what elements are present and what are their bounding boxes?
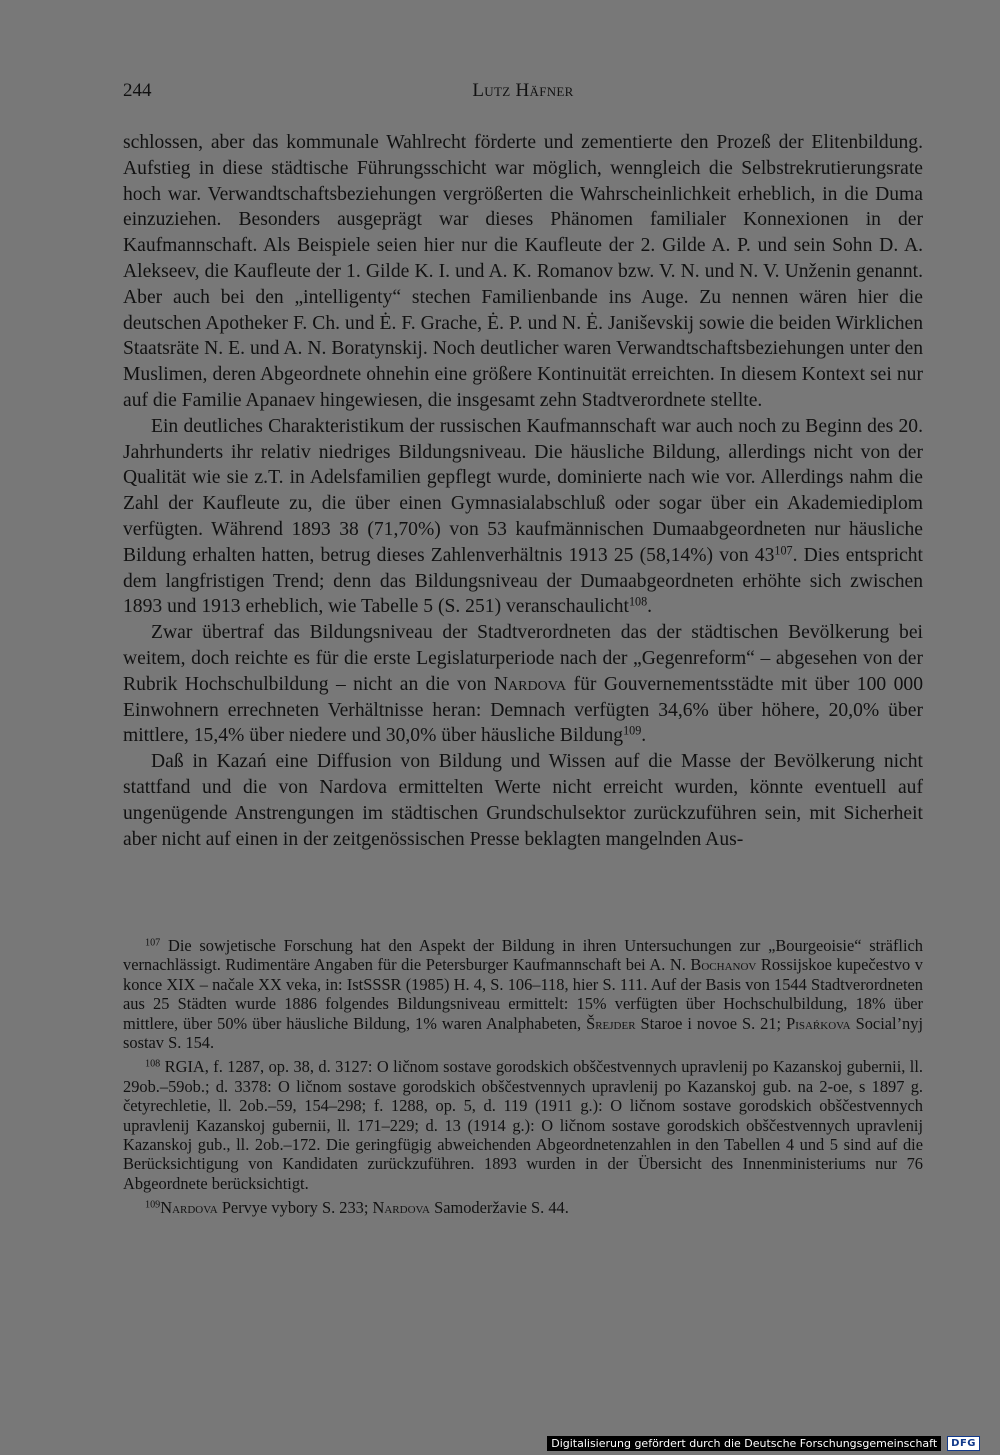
footnote-number: 108 <box>145 1058 161 1070</box>
running-head <box>123 80 923 106</box>
author-name: Nardova <box>493 673 567 695</box>
footnote-ref-109[interactable]: 109 <box>623 723 642 738</box>
author-name: Bochanov <box>690 955 757 975</box>
author-name: Pisaŕkova <box>786 1013 851 1033</box>
footnote-text: Social’nyj sostav S. 154. <box>123 1013 923 1053</box>
paragraph-1: schlossen, aber das kommunale Wahlrecht förderte und zementierte den Prozeß der Elitenbildung. Aufstieg in diese städtische Führungsschicht war möglich, wenngleich die Selbstrekrutierungsrate hoch war. Verwandtschaftsbeziehungen vergrößerten die Wahrscheinlichkeit erheblich, in die Duma einzuziehen. Besonders ausgeprägt war dieses Phänomen familialer Konnexionen in der Kaufmannschaft. Als Beispiele seien hier nur die Kaufleute der 2. Gilde A. P. und sein Sohn D. A. Alekseev, die Kaufleute der 1. Gilde K. I. und A. K. Romanov bzw. V. N. und N. V. Unženin genannt. Aber auch bei den „intelligenty“ stechen Familienbande ins Auge. Zu nennen wären hier die deutschen Apotheker F. Ch. und Ė. F. Grache, Ė. P. und N. Ė. Janiševskij sowie die beiden Wirklichen Staatsräte N. E. und A. N. Boratynskij. Noch deutlicher waren Verwandtschaftsbeziehungen unter den Muslimen, deren Abgeordnete ohnehin eine größere Kontinuität erreichten. In diesem Kontext sei nur auf die Familie Apanaev hingewiesen, die insgesamt zehn Stadtverordnete stellte. <box>123 132 923 411</box>
footnote-text: Rossijskoe kupečestvo v konce XIX – načale XX veka, in: IstSSSR (1985) H. 4, S. 106–118, hier S. 111. Auf der Basis von 1544 Stadtverordneten aus 25 Städten wurde 1886 folgendes Bildungsniveau ermittelt: 15% verfügten über Hochschulbildung, 18% über mittlere, über 50% über häusliche Bildung, 1% waren Analphabeten, <box>123 955 924 1033</box>
footnote-text: Samoderžavie S. 44. <box>430 1198 569 1218</box>
paragraph-3-text-c: . <box>641 725 647 747</box>
footnote-text: RGIA, f. 1287, op. 38, d. 3127: O ličnom sostave gorodskich obščestvennych upravlenij po Kazanskoj gubernii, ll. 29ob.–59ob.; d. 3378: O ličnom sostave gorodskich obščestvennych upravlenij po Kazanskoj gub. na 2-oe, s 1897 g. četyrechletie, ll. 2ob.–59, 154–298; f. 1288, op. 5, d. 119 (1911 g.): O ličnom sostave gorodskich obščestvennych upravlenij Kazanskoj gubernii, ll. 171–229; d. 13 (1914 g.): O ličnom sostave gorodskich obščestvennych upravlenij Kazanskoj gub., ll. 2ob.–172. Die geringfügig abweichenden Abgeordnetenzahlen in den Tabellen 4 und 5 sind auf die Berücksichtigung von Kandidaten zurückzuführen. 1893 wurden in der Übersicht des Innenministeriums nur 76 Abgeordnete berücksichtigt. <box>123 1057 923 1193</box>
dfg-logo-icon: DFG <box>947 1436 980 1451</box>
paragraph-3 <box>123 620 923 749</box>
footnote-text: Pervye vybory S. 233; <box>217 1198 373 1218</box>
footnote-text: Die sowjetische Forschung hat den Aspekt der Bildung in ihren Untersuchungen zur „Bourgeoisie“ sträflich vernachlässigt. Rudimentäre Angaben für die Petersburger Kaufmannschaft bei A. N. <box>123 936 923 975</box>
page-number: 244 <box>123 80 152 101</box>
footnote-109 <box>123 1198 923 1217</box>
paragraph-3-text-b: für Gouvernementsstädte mit über 100 000 Einwohnern errechneten Verhältnisse heran: Demnach verfügten 34,6% über höhere, 20,0% über mittlere, 15,4% über niedere und 30,0% über häusliche Bildung <box>123 673 923 747</box>
main-text <box>123 130 923 852</box>
running-title: Lutz Häfner <box>472 80 574 101</box>
footnote-ref-107[interactable]: 107 <box>774 543 793 558</box>
paragraph-2 <box>123 414 923 620</box>
footnotes <box>123 936 923 1223</box>
paragraph-2-text-a: Ein deutliches Charakteristikum der russischen Kaufmannschaft war auch noch zu Beginn des 20. Jahrhunderts ihr relativ niedriges Bildungsniveau. Die häusliche Bildung, allerdings nicht von der Qualität wie sie z.T. in Adelsfamilien gepflegt wurde, dominierte nach wie vor. Allerdings nahm die Zahl der Kaufleute zu, die über einen Gymnasialabschluß oder sogar über ein Akademiediplom verfügten. Während 1893 38 (71,70%) von 53 kaufmännischen Dumaabgeordneten nur häusliche Bildung erhalten hatten, betrug dieses Zahlenverhältnis 1913 25 (58,14%) von 43 <box>123 415 923 566</box>
footnote-number: 107 <box>145 937 161 949</box>
author-name: Nardova <box>160 1198 218 1218</box>
footnote-number: 109 <box>145 1199 161 1211</box>
author-name: Šrejder <box>586 1013 636 1033</box>
paragraph-2-text-b: . Dies entspricht dem langfristigen Trend; denn das Bildungsniveau der Dumaabgeordneten erhöhte sich zwischen 1893 und 1913 erheblich, wie Tabelle 5 (S. 251) veranschaulicht <box>123 544 923 618</box>
paragraph-4: Daß in Kazań eine Diffusion von Bildung und Wissen auf die Masse der Bevölkerung nicht stattfand und die von Nardova ermittelten Werte nicht erreicht wurden, könnte eventuell auf ungenügende Anstrengungen im städtischen Grundschulsektor zurückzuführen sein, mit Sicherheit aber nicht auf einen in der zeitgenössischen Presse beklagten mangelnden Aus- <box>123 751 923 850</box>
paragraph-2-text-c: . <box>647 596 653 618</box>
footnote-ref-108[interactable]: 108 <box>628 594 648 609</box>
author-name: Nardova <box>372 1198 430 1218</box>
funding-text: Digitalisierung gefördert durch die Deutsche Forschungsgemeinschaft <box>547 1436 941 1451</box>
footnote-108 <box>123 1057 923 1193</box>
footnote-107 <box>123 936 923 1052</box>
paragraph-3-text-a: Zwar übertraf das Bildungsniveau der Stadtverordneten das der städtischen Bevölkerung bei weitem, doch reichte es für die erste Legislaturperiode nach der „Gegenreform“ – abgesehen von der Rubrik Hochschulbildung – nicht an die von <box>123 622 923 695</box>
footnote-text: Staroe i novoe S. 21; <box>635 1013 787 1033</box>
funding-footer <box>547 1435 980 1451</box>
